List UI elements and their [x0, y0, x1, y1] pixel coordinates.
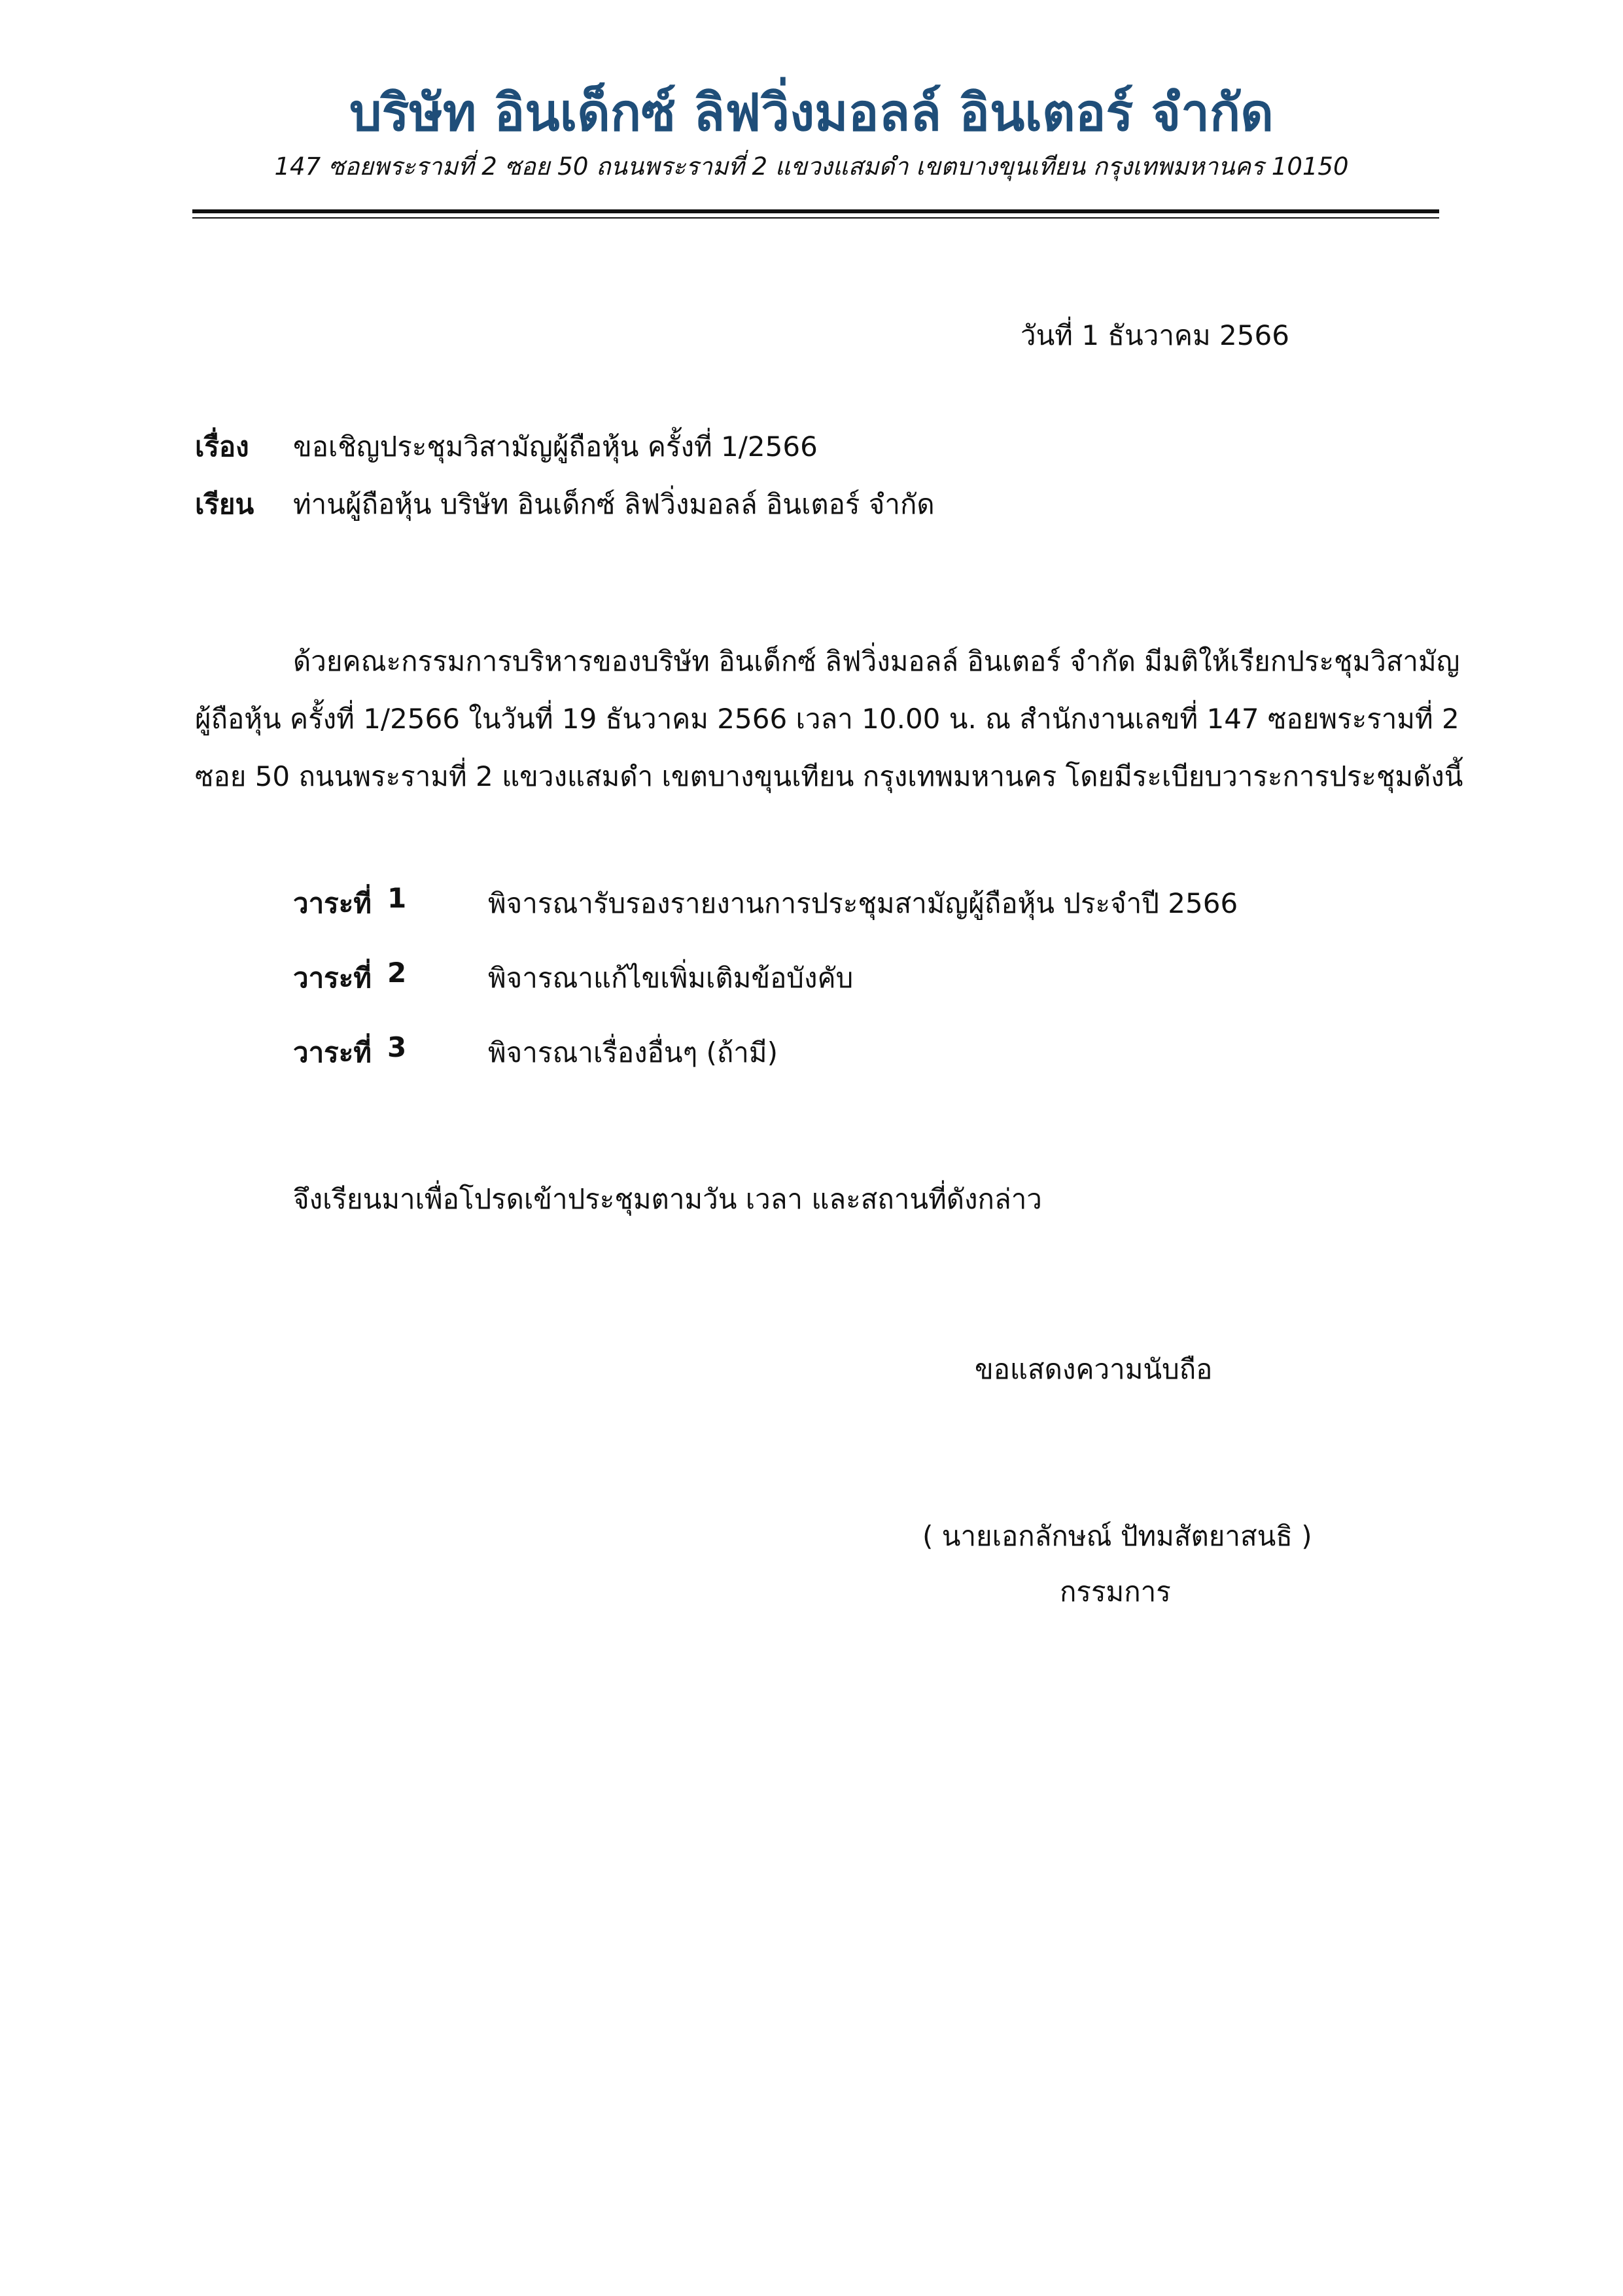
agenda-item-number: 2 — [387, 957, 407, 989]
agenda-item-label: วาระที่ — [293, 1036, 372, 1069]
body-line-3: ซอย 50 ถนนพระรามที่ 2 แขวงแสมดำ เขตบางขุนเทียน กรุงเทพมหานคร โดยมีระเบียบวาระการประชุมดังนี้ — [195, 760, 1463, 792]
recipient-value: ท่านผู้ถือหุ้น บริษัท อินเด็กซ์ ลิฟวิ่งมอลล์ อินเตอร์ จำกัด — [293, 488, 935, 520]
letter-date: วันที่ 1 ธันวาคม 2566 — [1021, 319, 1289, 351]
closing-sentence: จึงเรียนมาเพื่อโปรดเข้าประชุมตามวัน เวลา และสถานที่ดังกล่าว — [293, 1183, 1042, 1215]
agenda-item-text: พิจารณาแก้ไขเพิ่มเติมข้อบังคับ — [488, 962, 854, 994]
recipient-label: เรียน — [195, 488, 254, 520]
company-address: 147 ซอยพระรามที่ 2 ซอย 50 ถนนพระรามที่ 2 แขวงแสมดำ เขตบางขุนเทียน กรุงเทพมหานคร 10150 — [274, 152, 1349, 181]
agenda-item-number: 3 — [387, 1031, 407, 1063]
subject-value: ขอเชิญประชุมวิสามัญผู้ถือหุ้น ครั้งที่ 1/2566 — [293, 431, 818, 463]
agenda-item-text: พิจารณารับรองรายงานการประชุมสามัญผู้ถือหุ้น ประจำปี 2566 — [488, 887, 1238, 919]
company-name: บริษัท อินเด็กซ์ ลิฟวิ่งมอลล์ อินเตอร์ จำกัด — [349, 84, 1274, 143]
header-divider-thin — [192, 217, 1439, 219]
body-line-1: ด้วยคณะกรรมการบริหารของบริษัท อินเด็กซ์ ลิฟวิ่งมอลล์ อินเตอร์ จำกัด มีมติให้เรียกประชุมวิสามัญ — [293, 645, 1460, 677]
agenda-item-label: วาระที่ — [293, 962, 372, 994]
closing-regards: ขอแสดงความนับถือ — [975, 1353, 1213, 1385]
body-line-2: ผู้ถือหุ้น ครั้งที่ 1/2566 ในวันที่ 19 ธันวาคม 2566 เวลา 10.00 น. ณ สำนักงานเลขที่ 147 ซอยพระรามที่ 2 — [195, 703, 1459, 735]
subject-label: เรื่อง — [195, 431, 249, 463]
agenda-item-text: พิจารณาเรื่องอื่นๆ (ถ้ามี) — [488, 1036, 778, 1069]
header-divider-thick — [192, 209, 1439, 213]
agenda-item-number: 1 — [387, 882, 407, 914]
signer-name: ( นายเอกลักษณ์ ปัทมสัตยาสนธิ ) — [922, 1520, 1312, 1552]
agenda-item-label: วาระที่ — [293, 887, 372, 919]
signer-title: กรรมการ — [1060, 1576, 1171, 1608]
